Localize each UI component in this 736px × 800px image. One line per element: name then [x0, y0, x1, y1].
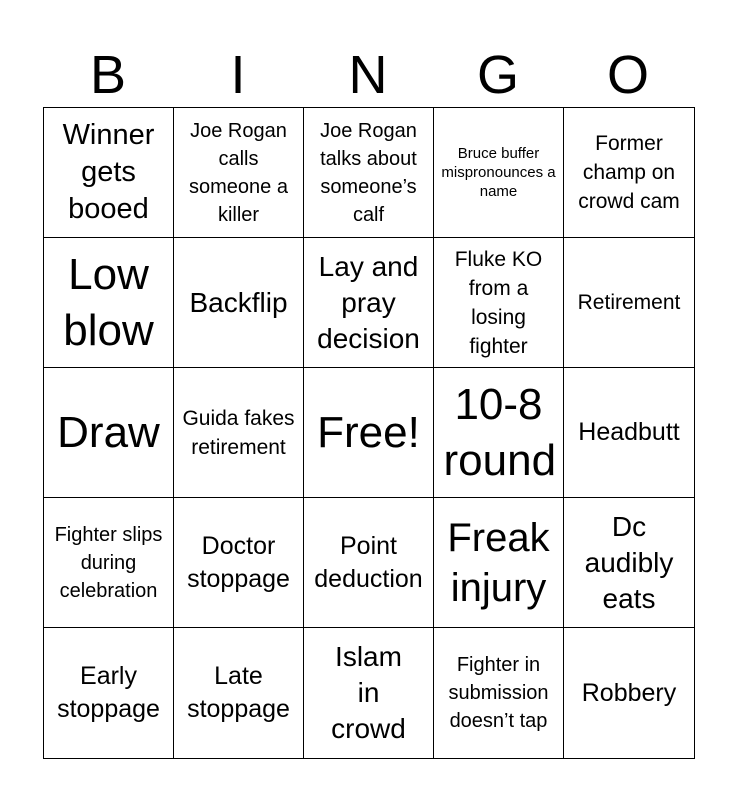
bingo-cell[interactable]: Lay and pray decision — [304, 238, 434, 368]
bingo-cell[interactable]: Low blow — [44, 238, 174, 368]
bingo-cell[interactable]: Fighter slips during celebration — [44, 498, 174, 628]
bingo-cell[interactable]: Draw — [44, 368, 174, 498]
bingo-cell[interactable]: Retirement — [564, 238, 694, 368]
header-letter-i: I — [230, 45, 246, 105]
bingo-cell[interactable]: Bruce buffer mispronounces a name — [434, 108, 564, 238]
bingo-cell[interactable]: Joe Rogan talks about someone’s calf — [304, 108, 434, 238]
bingo-cell[interactable]: Winner gets booed — [44, 108, 174, 238]
bingo-cell[interactable]: Dc audibly eats — [564, 498, 694, 628]
bingo-cell[interactable]: Backflip — [174, 238, 304, 368]
bingo-cell[interactable]: Guida fakes retirement — [174, 368, 304, 498]
bingo-cell-free[interactable]: Free! — [304, 368, 434, 498]
bingo-cell[interactable]: Headbutt — [564, 368, 694, 498]
bingo-cell[interactable]: Former champ on crowd cam — [564, 108, 694, 238]
bingo-cell[interactable]: Robbery — [581, 678, 677, 707]
bingo-cell[interactable]: Joe Rogan calls someone a killer — [174, 108, 304, 238]
header-letter-g: G — [476, 45, 519, 105]
bingo-cell[interactable]: Early stoppage — [44, 628, 174, 758]
bingo-cell[interactable]: Doctor stoppage — [174, 498, 304, 628]
bingo-cell[interactable]: Fluke KO from a losing fighter — [434, 238, 564, 368]
bingo-cell[interactable]: Islam in crowd — [304, 628, 434, 758]
bingo-cell[interactable]: Freak injury — [434, 498, 564, 628]
bingo-cell[interactable]: Fighter in submission doesn’t tap — [434, 628, 564, 758]
header-letter-o: O — [606, 45, 649, 105]
bingo-cell[interactable]: Late stoppage — [174, 628, 304, 758]
bingo-cell[interactable]: 10-8 round — [434, 368, 564, 498]
header-letter-n: N — [348, 45, 388, 105]
bingo-cell[interactable]: Point deduction — [304, 498, 434, 628]
bingo-card — [43, 107, 695, 759]
header-letter-b: B — [89, 45, 127, 105]
bingo-header — [43, 46, 693, 104]
